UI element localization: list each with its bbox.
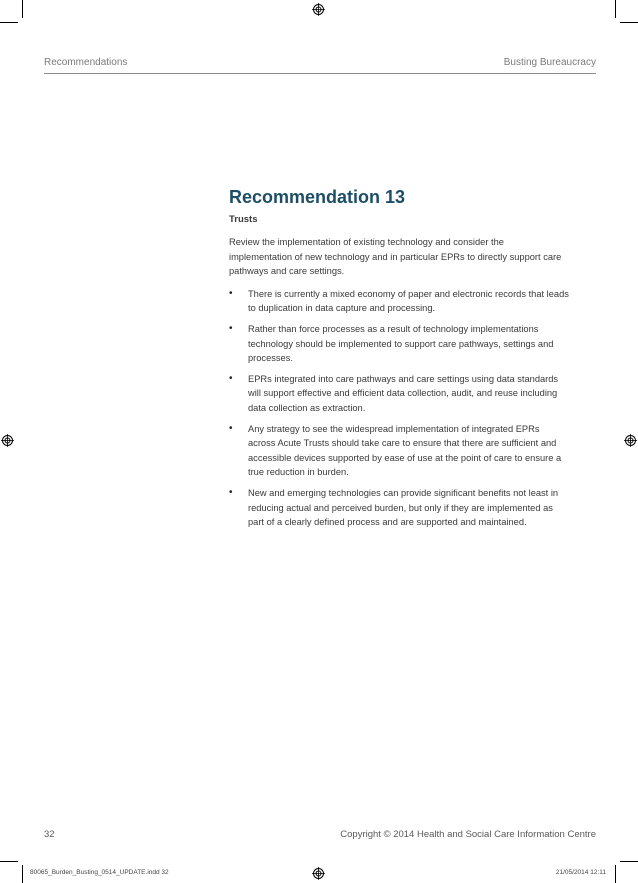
bullet-icon: • [229,486,233,498]
page-number: 32 [44,829,55,840]
bullet-text: New and emerging technologies can provide significant benefits not least in reducing actual and perceived burden, but only if they are implemented as part of a clearly defined process and are supported and maintained. [248,487,559,528]
crop-mark [0,22,18,23]
bullet-icon: • [229,372,233,384]
crop-mark [0,861,18,862]
crop-mark [620,22,638,23]
bullet-icon: • [229,287,233,299]
bullet-text: EPRs integrated into care pathways and care settings using data standards will support effective and efficient data collection, audit, and reuse including data collection as extraction. [248,373,559,413]
bullet-text: There is currently a mixed economy of paper and electronic records that leads to duplication in data capture and processing. [248,288,569,314]
bullet-item [229,422,569,480]
slug-filename: 80065_Burden_Busting_0514_UPDATE.indd 32 [30,869,169,876]
running-header-section: Recommendations [44,57,128,68]
registration-mark-icon [312,3,325,16]
recommendation-title: Recommendation 13 [229,187,406,207]
recommendation-intro: Review the implementation of existing technology and consider the implementation of new technology and in particular EPRs to directly support care pathways and care settings. [229,237,562,277]
bullet-item [229,486,569,530]
bullet-icon: • [229,322,233,334]
copyright-notice: Copyright © 2014 Health and Social Care Information Centre [340,829,596,840]
running-header-title: Busting Bureaucracy [503,57,596,68]
registration-mark-icon [624,434,637,447]
registration-mark-icon [1,434,14,447]
crop-mark [22,0,23,18]
header-divider [44,73,596,74]
bullet-item [229,372,569,416]
bullet-text: Rather than force processes as a result of technology implementations technology should be implemented to support care pathways, settings and processes. [248,323,554,364]
bullet-icon: • [229,422,233,434]
bullet-item [229,287,569,316]
bullet-item [229,322,569,366]
crop-mark [22,865,23,883]
crop-mark [615,865,616,883]
crop-mark [615,0,616,18]
crop-mark [620,861,638,862]
registration-mark-icon [312,867,325,880]
bullet-text: Any strategy to see the widespread implementation of integrated EPRs across Acute Trusts should take care to ensure that there are sufficient and accessible devices supported by ease of use at the point of care to ensure a true reduction in burden. [248,423,562,478]
slug-timestamp: 21/05/2014 12:11 [555,869,606,876]
bullet-list [229,287,569,530]
recommendation-subtitle: Trusts [229,214,258,225]
recommendation-block [229,186,569,536]
